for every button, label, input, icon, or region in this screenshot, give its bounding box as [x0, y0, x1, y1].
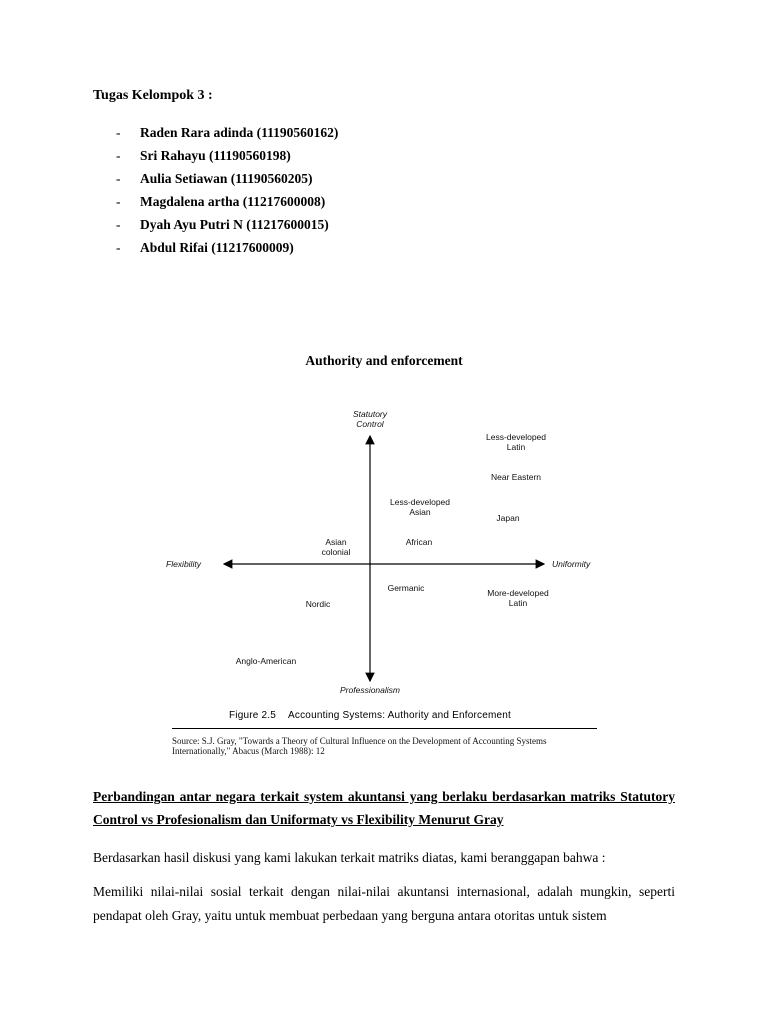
figure-source: Source: S.J. Gray, "Towards a Theory of Cultural Influence on the Development of Accounting Systems Internationally," Abacus (March 1988): 12: [172, 736, 547, 756]
member-name: Magdalena artha (11217600008): [140, 194, 326, 209]
bullet-dash: -: [116, 148, 121, 163]
list-item: [116, 124, 338, 147]
member-name: Abdul Rifai (11217600009): [140, 240, 294, 255]
list-item: [116, 216, 338, 239]
authority-enforcement-diagram: [160, 400, 610, 750]
list-item: [116, 193, 338, 216]
bullet-dash: -: [116, 240, 121, 255]
assignment-heading: Tugas Kelompok 3 :: [93, 88, 213, 103]
label-anglo-american: Anglo-American: [235, 656, 297, 666]
member-name: Raden Rara adinda (11190560162): [140, 125, 339, 140]
bullet-dash: -: [116, 171, 121, 186]
label-japan: Japan: [496, 513, 520, 523]
axis-label-flexibility: Flexibility: [166, 559, 201, 569]
label-nordic: Nordic: [305, 599, 331, 609]
label-asian-colonial: Asian colonial: [321, 537, 351, 557]
label-near-eastern: Near Eastern: [490, 472, 542, 482]
paragraph-body: Memiliki nilai-nilai sosial terkait dengan nilai-nilai akuntansi internasional, adalah mungkin, seperti pendapat oleh Gray, yaitu untuk membuat perbedaan yang berguna antara otoritas untuk sistem: [93, 884, 675, 923]
member-name: Dyah Ayu Putri N (11217600015): [140, 217, 329, 232]
list-item: [116, 147, 338, 170]
figure-number: Figure 2.5: [229, 710, 277, 721]
caption-divider: [172, 728, 597, 729]
axis-label-uniformity: Uniformity: [552, 559, 591, 569]
bullet-dash: -: [116, 217, 121, 232]
label-less-developed-asian: Less-developed Asian: [389, 497, 450, 517]
list-item: [116, 170, 338, 193]
figure-title: Authority and enforcement: [305, 353, 463, 368]
list-item: [116, 239, 338, 262]
axis-label-statutory-control: Statutory Control: [352, 409, 388, 429]
member-name: Sri Rahayu (11190560198): [140, 148, 291, 163]
label-less-developed-latin: Less-developed Latin: [485, 432, 546, 452]
bullet-dash: -: [116, 125, 121, 140]
member-list: [116, 124, 338, 262]
axis-label-professionalism: Professionalism: [340, 685, 400, 695]
paragraph-intro: Berdasarkan hasil diskusi yang kami lakukan terkait matriks diatas, kami beranggapan bahwa :: [93, 850, 606, 865]
figure-caption-text: Accounting Systems: Authority and Enforcement: [288, 710, 512, 721]
section-subtitle: Perbandingan antar negara terkait system akuntansi yang berlaku berdasarkan matriks Statutory Control vs Profesionalism dan Uniformaty vs Flexibility Menurut Gray: [93, 789, 675, 827]
axes-graphic: [160, 400, 610, 750]
bullet-dash: -: [116, 194, 121, 209]
figure-caption: [229, 710, 511, 721]
label-african: African: [405, 537, 433, 547]
label-germanic: Germanic: [387, 583, 425, 593]
label-more-developed-latin: More-developed Latin: [487, 588, 549, 608]
member-name: Aulia Setiawan (11190560205): [140, 171, 313, 186]
